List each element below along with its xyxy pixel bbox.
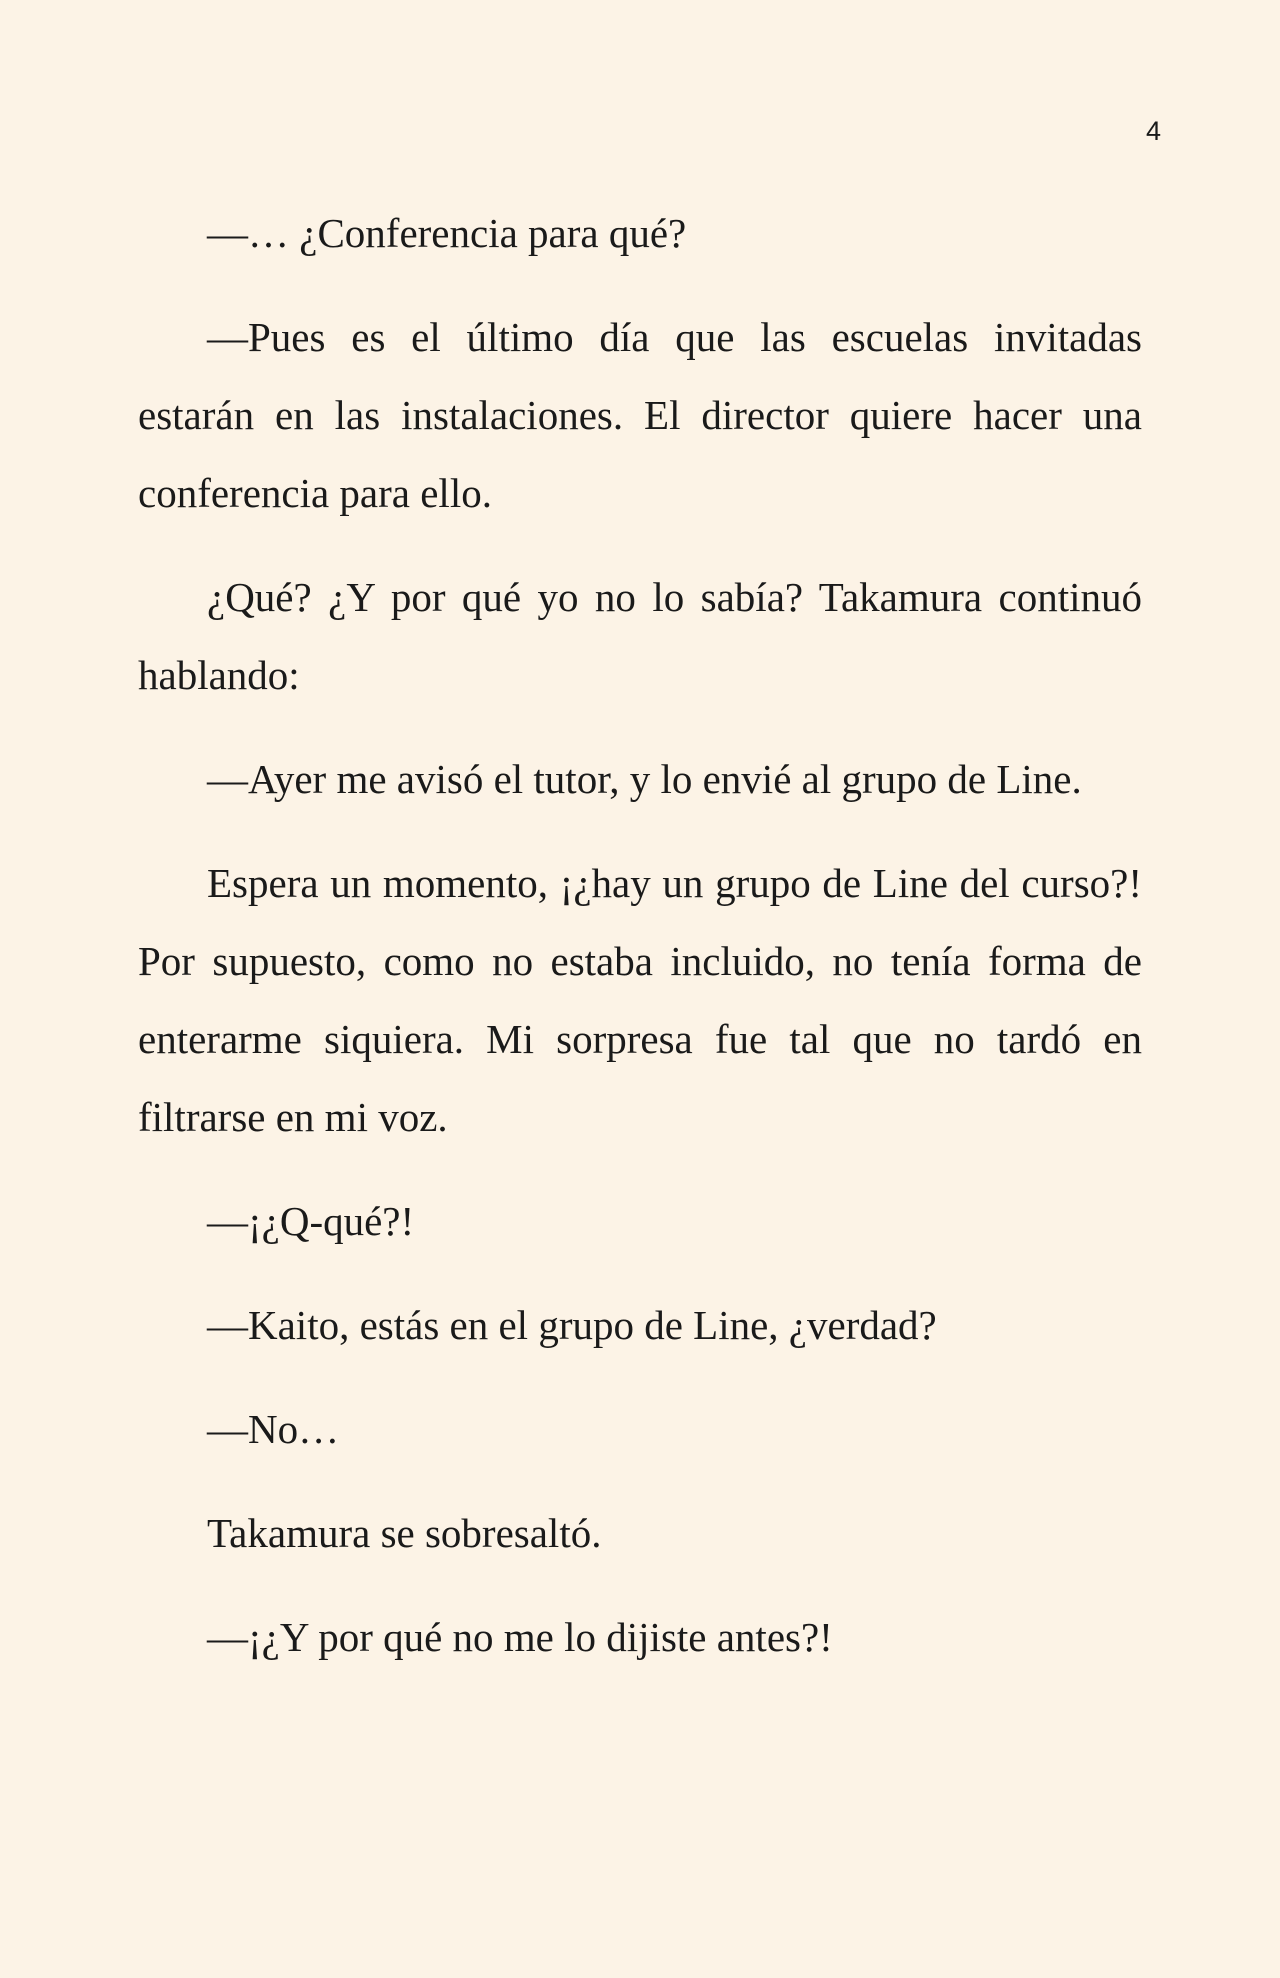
- paragraph: —No…: [207, 1406, 340, 1452]
- paragraph: Takamura se sobresaltó.: [207, 1510, 602, 1556]
- page-text: [138, 194, 1142, 1702]
- paragraph: —… ¿Conferencia para qué?: [207, 210, 687, 256]
- paragraph: —Pues es el último día que las escuelas invitadas estarán en las instalaciones. El director quiere hacer una conferencia para ello.: [138, 314, 1142, 516]
- paragraph: —Ayer me avisó el tutor, y lo envié al grupo de Line.: [207, 756, 1082, 802]
- paragraph: —Kaito, estás en el grupo de Line, ¿verdad?: [207, 1302, 937, 1348]
- paragraph: ¿Qué? ¿Y por qué yo no lo sabía? Takamura continuó hablando:: [138, 574, 1142, 698]
- page-number: 4: [1145, 116, 1161, 146]
- paragraph: Espera un momento, ¡¿hay un grupo de Line del curso?! Por supuesto, como no estaba incluido, no tenía forma de enterarme siquiera. Mi sorpresa fue tal que no tardó en filtrarse en mi voz.: [138, 860, 1142, 1140]
- paragraph: —¡¿Q-qué?!: [207, 1198, 415, 1244]
- paragraph: —¡¿Y por qué no me lo dijiste antes?!: [207, 1614, 833, 1660]
